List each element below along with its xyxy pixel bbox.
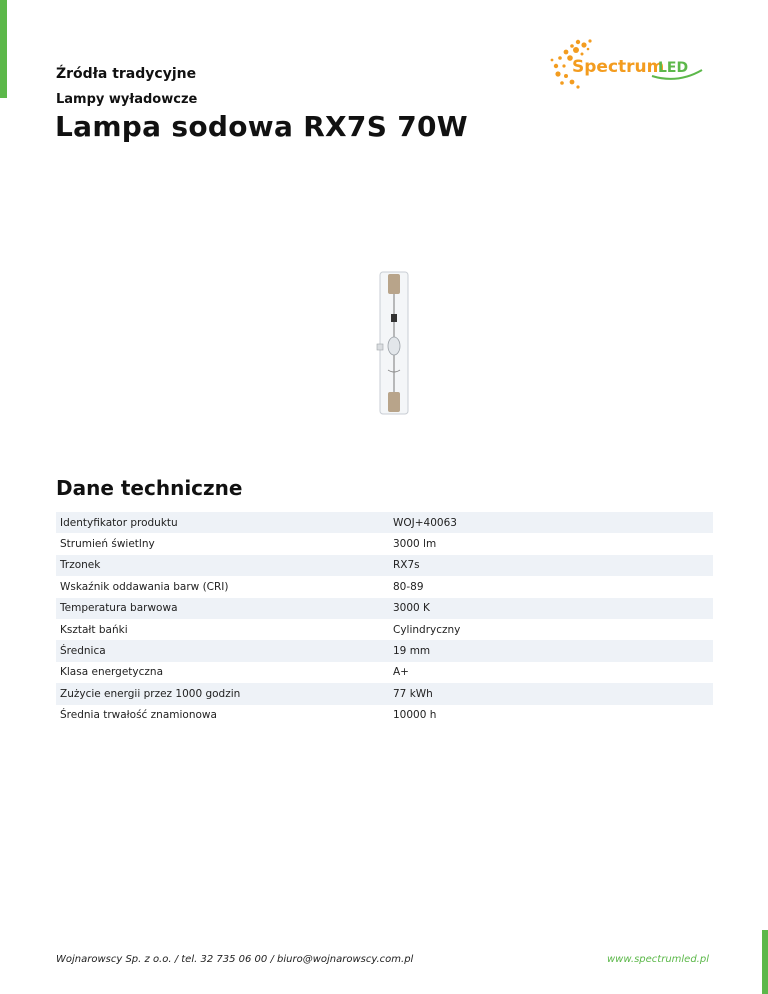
table-row (56, 576, 713, 597)
spec-value: RX7s (393, 559, 420, 572)
accent-bar-top (0, 0, 7, 98)
lamp-product-image (374, 270, 414, 416)
section-title-specs: Dane techniczne (56, 476, 243, 500)
spectrum-led-logo (548, 36, 708, 92)
spec-key: Średnia trwałość znamionowa (60, 709, 217, 722)
table-row (56, 640, 713, 661)
accent-bar-bottom (762, 930, 768, 994)
spec-table (56, 512, 713, 726)
spec-value: A+ (393, 666, 409, 679)
spec-key: Wskaźnik oddawania barw (CRI) (60, 580, 229, 593)
svg-text:LED: LED (658, 60, 689, 76)
footer-website-link[interactable]: www.spectrumled.pl (607, 954, 709, 965)
spec-key: Kształt bańki (60, 623, 128, 636)
spec-value: 3000 K (393, 602, 430, 615)
footer-contact: Wojnarowscy Sp. z o.o. / tel. 32 735 06 00 / biuro@wojnarowscy.com.pl (56, 954, 414, 965)
spec-key: Identyfikator produktu (60, 516, 178, 529)
svg-text:Spectrum: Spectrum (572, 57, 665, 77)
spec-key: Trzonek (60, 559, 101, 572)
table-row (56, 533, 713, 554)
spec-value: 10000 h (393, 709, 437, 722)
table-row (56, 598, 713, 619)
spec-value: WOJ+40063 (393, 516, 457, 529)
spec-value: Cylindryczny (393, 623, 461, 636)
table-row (56, 512, 713, 533)
category-label: Źródła tradycyjne (56, 66, 197, 82)
table-row (56, 683, 713, 704)
table-row (56, 662, 713, 683)
spec-key: Temperatura barwowa (60, 602, 178, 615)
spec-key: Średnica (60, 645, 106, 658)
spec-value: 3000 lm (393, 538, 437, 551)
table-row (56, 705, 713, 726)
spec-key: Zużycie energii przez 1000 godzin (60, 687, 241, 700)
spec-value: 80-89 (393, 580, 424, 593)
page-title: Lampa sodowa RX7S 70W (55, 110, 468, 143)
table-row (56, 619, 713, 640)
spec-key: Strumień świetlny (60, 538, 155, 551)
spec-key: Klasa energetyczna (60, 666, 164, 679)
spec-value: 19 mm (393, 645, 431, 658)
subcategory-label: Lampy wyładowcze (56, 92, 198, 107)
table-row (56, 555, 713, 576)
spec-value: 77 kWh (393, 687, 433, 700)
